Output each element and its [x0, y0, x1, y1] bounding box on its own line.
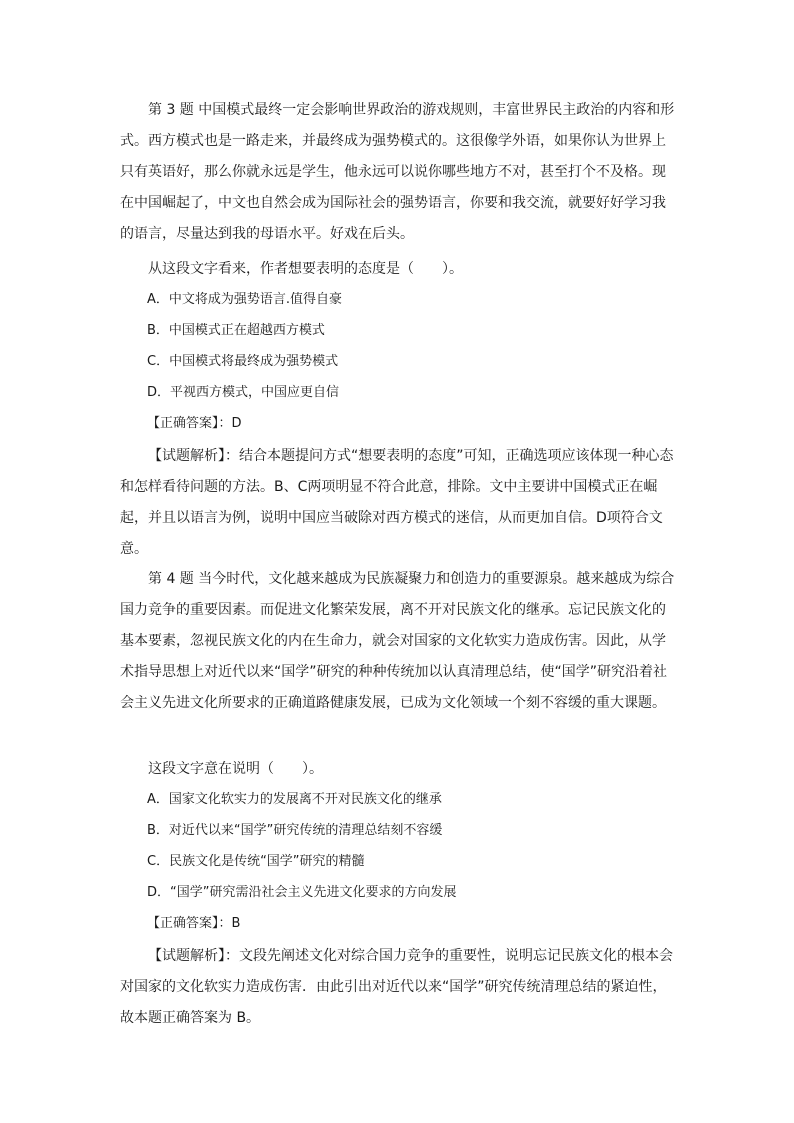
q3-number: 第 3 题 [148, 102, 194, 118]
q3-answer [147, 414, 242, 434]
q4-answer-value: ：B [218, 916, 241, 931]
q3-stem: 从这段文字看来，作者想要表明的态度是（ ）。 [148, 261, 463, 277]
q4-passage [120, 564, 675, 719]
q4-stem: 这段文字意在说明（ ）。 [148, 761, 323, 777]
q4-analysis-text: ：文段先阐述文化对综合国力竞争的重要性，说明忘记民族文化的根本会对国家的文化软实力造成伤害．由此引出对近代以来“国学”研究传统清理总结的紧迫性，故本题正确答案为 B。 [120, 948, 673, 1026]
q4-option-a: A．国家文化软实力的发展离不开对民族文化的继承 [147, 792, 442, 807]
q3-analysis-label: 【试题解析】 [148, 448, 225, 464]
q3-answer-value: ：D [218, 416, 242, 431]
q3-option-c: C．中国模式将最终成为强势模式 [147, 354, 339, 369]
q3-option-b: B．中国模式正在超越西方模式 [147, 323, 325, 338]
q4-option-b: B．对近代以来“国学”研究传统的清理总结刻不容缓 [147, 823, 443, 838]
q4-analysis-label: 【试题解析】 [148, 948, 225, 964]
q4-answer-label: 【正确答案】 [147, 916, 219, 931]
q3-option-d: D．平视西方模式，中国应更自信 [147, 385, 340, 400]
q4-answer [147, 914, 240, 934]
q3-passage [120, 95, 675, 250]
q3-option-a: A．中文将成为强势语言.值得自豪 [147, 292, 343, 307]
q3-passage-text: 中国模式最终一定会影响世界政治的游戏规则，丰富世界民主政治的内容和形式。西方模式也是一路走来，并最终成为强势模式的。这很像学外语，如果你认为世界上只有英语好，那么你就永远是学生，他永远可以说你哪些地方不对，甚至打个不及格。现在中国崛起了，中文也自然会成为国际社会的强势语言，你要和我交流，就要好好学习我的语言，尽量达到我的母语水平。好戏在后头。 [120, 102, 675, 242]
q3-analysis-text: ：结合本题提问方式“想要表明的态度”可知，正确选项应该体现一种心态和怎样看待问题的方法。B、C两项明显不符合此意，排除。文中主要讲中国模式正在崛起，并且以语言为例，说明中国应当破除对西方模式的迷信，从而更加自信。D项符合文意。 [120, 448, 674, 557]
q4-number: 第 4 题 [148, 571, 194, 587]
q4-option-d: D．“国学”研究需沿社会主义先进文化要求的方向发展 [147, 885, 457, 900]
q3-answer-label: 【正确答案】 [147, 416, 219, 431]
q4-analysis [120, 941, 675, 1034]
q4-passage-text: 当今时代，文化越来越成为民族凝聚力和创造力的重要源泉。越来越成为综合国力竞争的重要因素。而促进文化繁荣发展，离不开对民族文化的继承。忘记民族文化的基本要素，忽视民族文化的内在生命力，就会对国家的文化软实力造成伤害。因此，从学术指导思想上对近代以来“国学”研究的种种传统加以认真清理总结，使“国学”研究沿着社会主义先进文化所要求的正确道路健康发展，已成为文化领域一个刻不容缓的重大课题。 [120, 571, 675, 711]
q3-analysis [120, 441, 675, 565]
q4-option-c: C．民族文化是传统“国学”研究的精髓 [147, 854, 365, 869]
